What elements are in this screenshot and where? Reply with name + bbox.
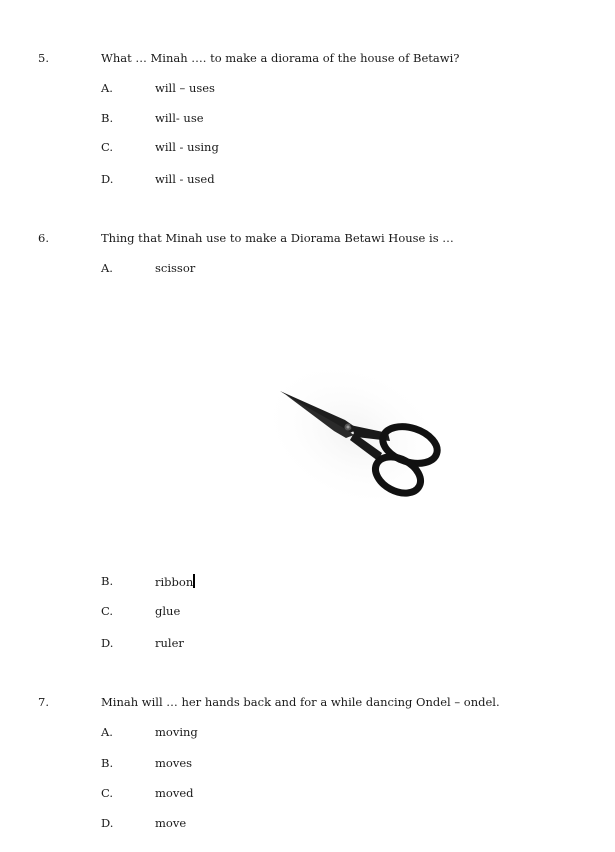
option-text: moved [155,786,194,800]
option-letter: C. [101,140,114,154]
text-cursor [193,574,195,588]
option-letter: B. [101,574,114,588]
question-number: 7. [38,695,49,709]
option-text: will – uses [155,81,215,95]
option-letter: D. [101,636,114,650]
option-letter: C. [101,604,114,618]
option-letter: A. [101,261,113,275]
option-text-with-caret[interactable] [155,574,195,589]
option-text: ribbon [155,575,194,589]
question-text: Thing that Minah use to make a Diorama Betawi House is … [101,231,454,245]
option-letter: A. [101,81,113,95]
option-text: will - used [155,172,215,186]
option-text: ruler [155,636,184,650]
option-text: scissor [155,261,196,275]
option-letter: A. [101,725,113,739]
scissors-image [250,345,460,525]
option-letter: D. [101,172,114,186]
question-text: Minah will … her hands back and for a while dancing Ondel – ondel. [101,695,500,709]
question-number: 5. [38,51,49,65]
option-letter: C. [101,786,114,800]
option-text: will - using [155,140,219,154]
option-text: moves [155,756,193,770]
option-letter: B. [101,111,114,125]
scissors-icon [250,345,460,525]
option-letter: D. [101,816,114,830]
question-number: 6. [38,231,49,245]
option-text: moving [155,725,198,739]
option-text: will- use [155,111,204,125]
option-letter: B. [101,756,114,770]
option-text: glue [155,604,181,618]
question-text: What … Minah …. to make a diorama of the house of Betawi? [101,51,460,65]
option-text: move [155,816,187,830]
